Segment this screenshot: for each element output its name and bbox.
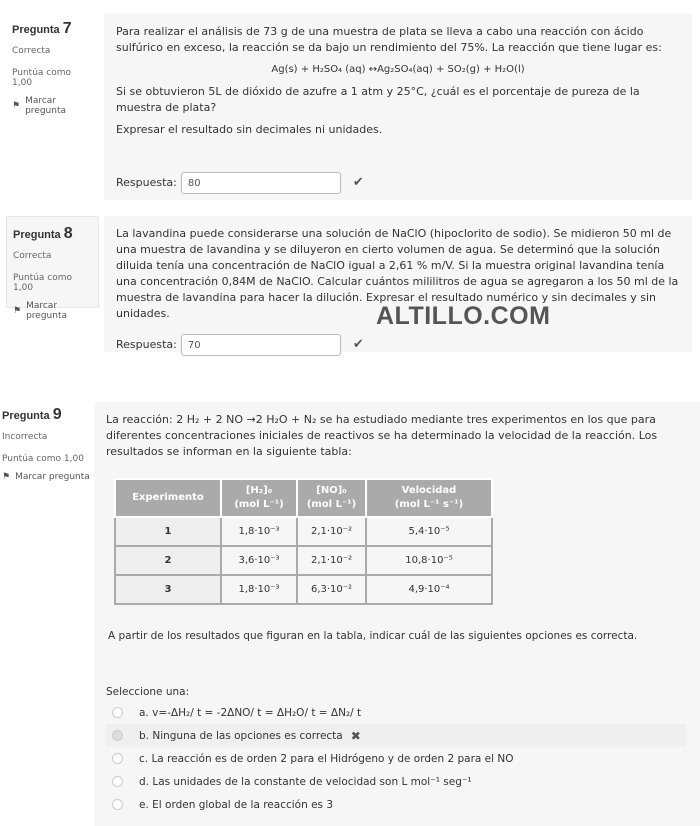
table-header-row <box>115 479 492 517</box>
table-cell: 1 <box>115 517 221 546</box>
table-cell: 2,1·10⁻² <box>297 517 366 546</box>
radio-button[interactable] <box>112 707 123 718</box>
question-text: Para realizar el análisis de 73 g de una muestra de plata se lleva a cabo una reacción con ácido sulfúrico en exceso, la reacción se da bajo un rendimiento del 75%. La reacción que tiene lugar es: <box>116 25 662 54</box>
option-label: a. v=-ΔH₂/ t = -2ΔNO/ t = ΔH₂O/ t = ΔN₂/ t <box>139 706 362 719</box>
reaction-equation: Ag(s) + H₂SO₄ (aq) ↔Ag₂SO₄(aq) + SO₂(g) + H₂O(l) <box>271 64 525 75</box>
column-header: [NO]₀ (mol L⁻¹) <box>297 479 366 517</box>
question-content-8 <box>104 216 692 352</box>
answer-input[interactable] <box>181 172 341 194</box>
question-state: Correcta <box>12 46 51 56</box>
column-header: Velocidad (mol L⁻¹ s⁻¹) <box>366 479 492 517</box>
table-cell: 4,9·10⁻⁴ <box>366 575 492 604</box>
question-text: Si se obtuvieron 5L de dióxido de azufre a 1 atm y 25°C, ¿cuál es el porcentaje de pureza de la muestra de plata? <box>116 85 640 114</box>
table-cell: 1,8·10⁻³ <box>221 517 297 546</box>
table-cell: 2,1·10⁻² <box>297 546 366 575</box>
answer-row <box>116 172 680 194</box>
question-number-9: Pregunta 9 <box>2 406 62 423</box>
check-icon: ✔ <box>352 175 364 190</box>
table-cell: 2 <box>115 546 221 575</box>
question-info-8 <box>6 216 99 321</box>
incorrect-icon: ✖ <box>350 728 361 743</box>
check-icon: ✔ <box>352 337 364 352</box>
option-c[interactable] <box>106 747 686 770</box>
question-number-7: Pregunta 7 <box>12 20 72 37</box>
flag-question-button[interactable]: ⚑ Marcar pregunta <box>2 472 90 482</box>
option-d[interactable] <box>106 770 686 793</box>
table-row <box>115 517 492 546</box>
table-row <box>115 546 492 575</box>
flag-icon: ⚑ <box>2 472 11 482</box>
results-table <box>114 478 493 605</box>
table-cell: 6,3·10⁻² <box>297 575 366 604</box>
question-text: A partir de los resultados que figuran en la tabla, indicar cuál de las siguientes opciones es correcta. <box>108 630 638 642</box>
radio-button-selected[interactable] <box>112 730 123 741</box>
question-grade: Puntúa como 1,00 <box>13 273 73 293</box>
question-info-9 <box>0 402 92 497</box>
option-label: e. El orden global de la reacción es 3 <box>139 798 334 811</box>
table-cell: 3 <box>115 575 221 604</box>
column-header: Experimento <box>115 479 221 517</box>
option-e[interactable] <box>106 793 686 816</box>
flag-icon: ⚑ <box>12 101 21 111</box>
table-cell: 10,8·10⁻⁵ <box>366 546 492 575</box>
question-instruction: Expresar el resultado sin decimales ni unidades. <box>116 123 383 136</box>
options-list <box>106 701 686 816</box>
question-state: Incorrecta <box>2 432 48 442</box>
answer-input[interactable] <box>181 334 341 356</box>
radio-button[interactable] <box>112 753 123 764</box>
option-label: c. La reacción es de orden 2 para el Hidrógeno y de orden 2 para el NO <box>139 752 514 765</box>
question-grade: Puntúa como 1,00 <box>12 68 72 88</box>
column-header: [H₂]₀ (mol L⁻¹) <box>221 479 297 517</box>
question-number-8: Pregunta 8 <box>13 225 73 242</box>
option-label: d. Las unidades de la constante de velocidad son L mol⁻¹ seg⁻¹ <box>139 775 472 788</box>
table-row <box>115 575 492 604</box>
question-info-7 <box>6 12 99 116</box>
radio-button[interactable] <box>112 799 123 810</box>
question-state: Correcta <box>13 251 52 261</box>
flag-question-button[interactable]: ⚑ Marcar pregunta <box>12 96 66 116</box>
answer-label: Respuesta: <box>116 176 177 189</box>
question-content-7 <box>104 14 692 200</box>
table-cell: 1,8·10⁻³ <box>221 575 297 604</box>
question-text: La lavandina puede considerarse una solución de NaClO (hipoclorito de sodio). Se midieron 50 ml de una muestra de lavandina y se diluyeron en cierto volumen de agua. Se determinó que la solución diluida tenía una concentración de NaClO igual a 2,61 % m/V. Si la muestra original lavandina tenía una concentración 0,84M de NaClO. Calcular cuántos mililitros de agua se agregaron a los 50 ml de la muestra de lavandina para hacer la dilución. Expresar el resultado numérico y sin decimales y sin unidades. <box>116 227 679 320</box>
question-grade: Puntúa como 1,00 <box>2 454 84 464</box>
table-cell: 5,4·10⁻⁵ <box>366 517 492 546</box>
flag-question-button[interactable]: ⚑ Marcar pregunta <box>13 301 67 321</box>
option-b[interactable] <box>106 724 686 747</box>
table-cell: 3,6·10⁻³ <box>221 546 297 575</box>
watermark-text: ALTILLO.COM <box>376 302 551 330</box>
option-label: b. Ninguna de las opciones es correcta <box>139 729 343 742</box>
radio-button[interactable] <box>112 776 123 787</box>
question-text: La reacción: 2 H₂ + 2 NO →2 H₂O + N₂ se ha estudiado mediante tres experimentos en los que para diferentes concentraciones iniciales de reactivos se ha determinado la velocidad de la reacción. Los resultados se informan en la siguiente tabla: <box>106 413 658 458</box>
answer-label: Respuesta: <box>116 338 177 351</box>
option-a[interactable] <box>106 701 686 724</box>
flag-icon: ⚑ <box>13 306 22 316</box>
answer-row <box>116 334 680 356</box>
select-label: Seleccione una: <box>106 686 190 698</box>
